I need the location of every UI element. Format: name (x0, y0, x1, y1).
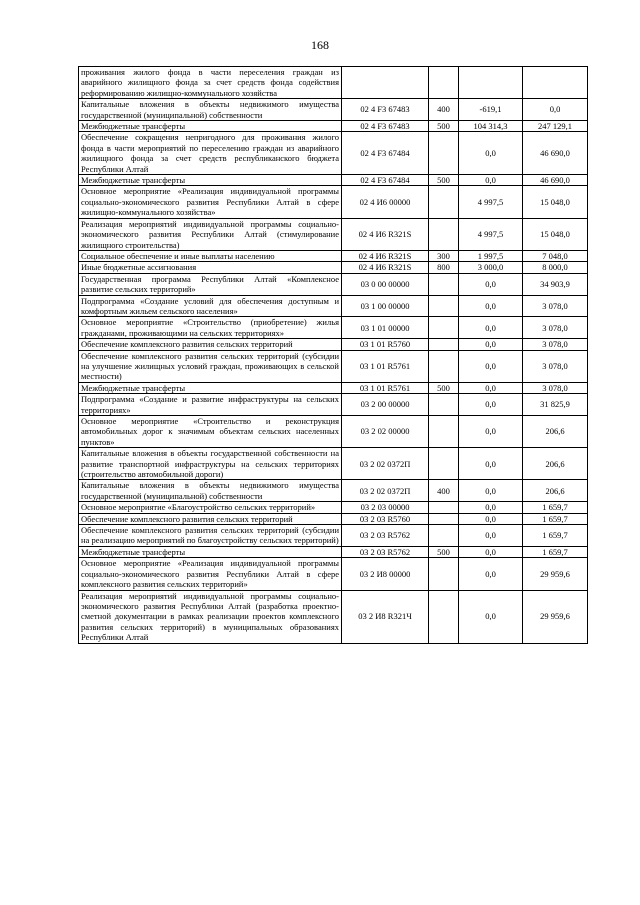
row-description: Межбюджетные трансферты (79, 546, 342, 557)
row-target-code: 03 2 И8 R321Ч (342, 590, 429, 643)
row-amount-2: 15 048,0 (523, 186, 588, 218)
row-amount-2: 3 078,0 (523, 339, 588, 350)
row-amount-2: 34 903,9 (523, 273, 588, 295)
row-description: Реализация мероприятий индивидуальной программы социально-экономического развития Республики Алтай (разработка проектно-сметной документации в рамках реализации проектов комплексного развития сельских территорий) в муниципальных образованиях Республики Алтай (79, 590, 342, 643)
row-expense-type: 500 (429, 121, 459, 132)
table-row (79, 99, 588, 121)
row-target-code: 03 1 01 R5760 (342, 339, 429, 350)
table-row (79, 317, 588, 339)
row-description: Обеспечение комплексного развития сельских территорий (79, 513, 342, 524)
row-amount-2: 1 659,7 (523, 513, 588, 524)
row-description: Межбюджетные трансферты (79, 382, 342, 393)
row-expense-type (429, 416, 459, 448)
row-amount-2: 3 078,0 (523, 295, 588, 317)
table-row (79, 250, 588, 261)
row-description: Обеспечение комплексного развития сельских территорий (субсидии на реализацию мероприятий по благоустройству сельских территорий) (79, 525, 342, 547)
row-description: Межбюджетные трансферты (79, 175, 342, 186)
row-expense-type: 500 (429, 382, 459, 393)
row-target-code: 03 0 00 00000 (342, 273, 429, 295)
row-amount-2: 206,6 (523, 480, 588, 502)
row-amount-2: 7 048,0 (523, 250, 588, 261)
row-amount-2: 46 690,0 (523, 175, 588, 186)
table-row (79, 295, 588, 317)
row-target-code: 03 2 03 R5762 (342, 525, 429, 547)
row-expense-type: 400 (429, 99, 459, 121)
row-description: Основное мероприятие «Благоустройство сельских территорий» (79, 502, 342, 513)
table-row (79, 394, 588, 416)
row-amount-1: 1 997,5 (459, 250, 523, 261)
table-row (79, 502, 588, 513)
table-row (79, 448, 588, 480)
budget-table (78, 66, 588, 644)
row-target-code: 03 2 03 R5760 (342, 513, 429, 524)
row-expense-type (429, 502, 459, 513)
row-target-code: 03 2 02 00000 (342, 416, 429, 448)
row-target-code: 02 4 И6 R321S (342, 262, 429, 273)
row-expense-type: 800 (429, 262, 459, 273)
row-amount-1: 0,0 (459, 558, 523, 590)
row-amount-1: 0,0 (459, 513, 523, 524)
row-expense-type (429, 350, 459, 382)
row-expense-type (429, 590, 459, 643)
table-row (79, 558, 588, 590)
row-expense-type (429, 558, 459, 590)
row-expense-type: 300 (429, 250, 459, 261)
row-amount-1: 0,0 (459, 394, 523, 416)
table-row (79, 546, 588, 557)
row-amount-1: 104 314,3 (459, 121, 523, 132)
row-target-code: 03 2 02 0372П (342, 480, 429, 502)
table-row (79, 175, 588, 186)
table-row (79, 350, 588, 382)
row-expense-type (429, 339, 459, 350)
row-description: Социальное обеспечение и иные выплаты населению (79, 250, 342, 261)
row-target-code: 03 1 01 00000 (342, 317, 429, 339)
row-target-code: 02 4 F3 67484 (342, 132, 429, 175)
row-amount-2: 3 078,0 (523, 317, 588, 339)
row-amount-1: 0,0 (459, 480, 523, 502)
row-amount-2: 3 078,0 (523, 382, 588, 393)
row-amount-2: 29 959,6 (523, 558, 588, 590)
row-amount-2: 1 659,7 (523, 502, 588, 513)
row-target-code (342, 67, 429, 99)
row-description: Обеспечение сокращения непригодного для проживания жилого фонда в части мероприятий по переселению граждан из аварийного жилищного фонда за счет средств республиканского бюджета Республики Алтай (79, 132, 342, 175)
row-amount-1: 0,0 (459, 546, 523, 557)
row-target-code: 03 1 01 R5761 (342, 350, 429, 382)
row-expense-type (429, 448, 459, 480)
row-description: Обеспечение комплексного развития сельских территорий (79, 339, 342, 350)
row-amount-1: -619,1 (459, 99, 523, 121)
row-amount-1: 0,0 (459, 382, 523, 393)
row-amount-2: 29 959,6 (523, 590, 588, 643)
row-description: Межбюджетные трансферты (79, 121, 342, 132)
row-amount-1: 0,0 (459, 339, 523, 350)
row-target-code: 02 4 И6 00000 (342, 186, 429, 218)
row-amount-1: 0,0 (459, 590, 523, 643)
row-amount-1: 0,0 (459, 273, 523, 295)
row-target-code: 02 4 И6 R321S (342, 250, 429, 261)
row-target-code: 02 4 И6 R321S (342, 218, 429, 250)
budget-table-body (79, 67, 588, 644)
row-expense-type: 500 (429, 546, 459, 557)
row-expense-type (429, 67, 459, 99)
row-description: Основное мероприятие «Строительство и реконструкция автомобильных дорог к значимым объектам сельских населенных пунктов» (79, 416, 342, 448)
row-expense-type (429, 295, 459, 317)
table-row (79, 121, 588, 132)
table-row (79, 218, 588, 250)
table-row (79, 339, 588, 350)
row-target-code: 03 2 03 00000 (342, 502, 429, 513)
row-amount-2: 247 129,1 (523, 121, 588, 132)
table-row (79, 273, 588, 295)
row-amount-1: 0,0 (459, 132, 523, 175)
row-amount-2: 1 659,7 (523, 546, 588, 557)
row-target-code: 03 2 И8 00000 (342, 558, 429, 590)
row-expense-type (429, 132, 459, 175)
table-row (79, 480, 588, 502)
row-amount-2: 46 690,0 (523, 132, 588, 175)
row-description: Иные бюджетные ассигнования (79, 262, 342, 273)
row-expense-type (429, 186, 459, 218)
table-row (79, 416, 588, 448)
row-description: проживания жилого фонда в части переселения граждан из аварийного жилищного фонда за счет средств фонда содействия реформированию жилищно-коммунального хозяйства (79, 67, 342, 99)
table-row (79, 513, 588, 524)
row-amount-1: 0,0 (459, 502, 523, 513)
row-description: Реализация мероприятий индивидуальной программы социально-экономического развития Республики Алтай (стимулирование жилищного строительства) (79, 218, 342, 250)
row-amount-1: 0,0 (459, 295, 523, 317)
row-expense-type (429, 218, 459, 250)
row-amount-2 (523, 67, 588, 99)
row-target-code: 03 1 00 00000 (342, 295, 429, 317)
row-amount-1: 4 997,5 (459, 218, 523, 250)
row-amount-1: 4 997,5 (459, 186, 523, 218)
row-expense-type (429, 317, 459, 339)
row-expense-type: 400 (429, 480, 459, 502)
row-amount-1: 0,0 (459, 350, 523, 382)
row-amount-2: 15 048,0 (523, 218, 588, 250)
table-row (79, 132, 588, 175)
row-description: Обеспечение комплексного развития сельских территорий (субсидии на улучшение жилищных условий граждан, проживающих в сельской местности) (79, 350, 342, 382)
row-description: Подпрограмма «Создание условий для обеспечения доступным и комфортным жильем сельского населения» (79, 295, 342, 317)
row-description: Подпрограмма «Создание и развитие инфраструктуры на сельских территориях» (79, 394, 342, 416)
row-target-code: 03 2 00 00000 (342, 394, 429, 416)
row-expense-type (429, 273, 459, 295)
row-description: Капитальные вложения в объекты государственной собственности на развитие транспортной инфраструктуры на сельских территориях (строительство автомобильной дороги) (79, 448, 342, 480)
row-amount-1: 0,0 (459, 175, 523, 186)
row-amount-2: 31 825,9 (523, 394, 588, 416)
row-target-code: 02 4 F3 67484 (342, 175, 429, 186)
row-amount-2: 206,6 (523, 448, 588, 480)
row-description: Основное мероприятие «Строительство (приобретение) жилья гражданами, проживающими на сельских территориях» (79, 317, 342, 339)
row-amount-1: 0,0 (459, 448, 523, 480)
row-description: Основное мероприятие «Реализация индивидуальной программы социально-экономического развития Республики Алтай в сфере жилищно-коммунального хозяйства» (79, 186, 342, 218)
row-amount-2: 3 078,0 (523, 350, 588, 382)
row-amount-1 (459, 67, 523, 99)
row-target-code: 03 1 01 R5761 (342, 382, 429, 393)
row-expense-type (429, 394, 459, 416)
row-amount-1: 0,0 (459, 317, 523, 339)
row-amount-2: 1 659,7 (523, 525, 588, 547)
row-amount-2: 206,6 (523, 416, 588, 448)
row-target-code: 02 4 F3 67483 (342, 99, 429, 121)
table-row (79, 525, 588, 547)
row-description: Капитальные вложения в объекты недвижимого имущества государственной (муниципальной) собственности (79, 99, 342, 121)
row-description: Государственная программа Республики Алтай «Комплексное развитие сельских территорий» (79, 273, 342, 295)
table-row (79, 67, 588, 99)
row-description: Основное мероприятие «Реализация индивидуальной программы социально-экономического развития Республики Алтай в сфере комплексного развития сельских территорий» (79, 558, 342, 590)
row-amount-2: 0,0 (523, 99, 588, 121)
row-amount-1: 3 000,0 (459, 262, 523, 273)
row-amount-2: 8 000,0 (523, 262, 588, 273)
row-description: Капитальные вложения в объекты недвижимого имущества государственной (муниципальной) собственности (79, 480, 342, 502)
page-number: 168 (311, 38, 329, 52)
row-amount-1: 0,0 (459, 525, 523, 547)
row-target-code: 03 2 03 R5762 (342, 546, 429, 557)
table-row (79, 186, 588, 218)
row-expense-type (429, 525, 459, 547)
row-amount-1: 0,0 (459, 416, 523, 448)
table-row (79, 382, 588, 393)
row-expense-type (429, 513, 459, 524)
table-row (79, 262, 588, 273)
row-target-code: 02 4 F3 67483 (342, 121, 429, 132)
row-target-code: 03 2 02 0372П (342, 448, 429, 480)
table-row (79, 590, 588, 643)
row-expense-type: 500 (429, 175, 459, 186)
